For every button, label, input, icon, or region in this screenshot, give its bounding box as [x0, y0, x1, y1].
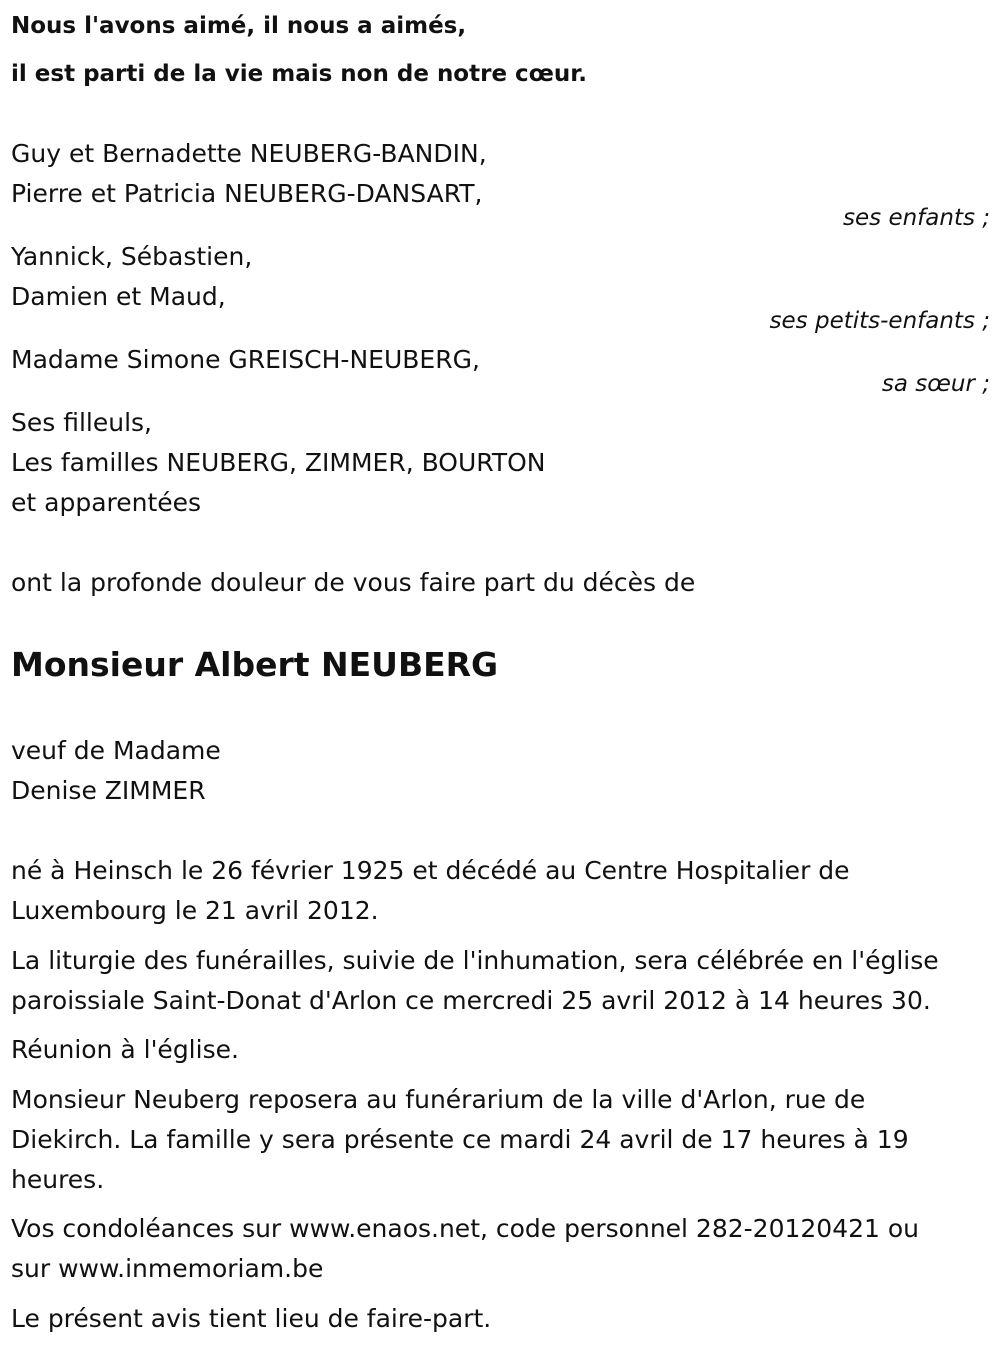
children-role: ses enfants ; — [843, 205, 990, 231]
liturgy-line-2: paroissiale Saint-Donat d'Arlon ce mercredi 25 avril 2012 à 14 heures 30. — [11, 986, 931, 1015]
grandchildren-role: ses petits-enfants ; — [769, 308, 990, 334]
condolences-line-2: sur www.inmemoriam.be — [11, 1254, 324, 1283]
epigraph-line-2: il est parti de la vie mais non de notre cœur. — [11, 61, 588, 87]
rest-line-1: Monsieur Neuberg reposera au funérarium de la ville d'Arlon, rue de — [11, 1085, 866, 1114]
birth-line-1: né à Heinsch le 26 février 1925 et décédé au Centre Hospitalier de — [11, 856, 850, 885]
announcement: ont la profonde douleur de vous faire part du décès de — [11, 568, 696, 597]
sister-role: sa sœur ; — [881, 371, 990, 397]
children-line-2: Pierre et Patricia NEUBERG-DANSART, — [11, 179, 483, 208]
grandchildren-line-2: Damien et Maud, — [11, 282, 226, 311]
condolences-line-1: Vos condoléances sur www.enaos.net, code personnel 282-20120421 ou — [11, 1214, 920, 1243]
rest-line-2: Diekirch. La famille y sera présente ce mardi 24 avril de 17 heures à 19 — [11, 1125, 909, 1154]
others-line-2: Les familles NEUBERG, ZIMMER, BOURTON — [11, 448, 546, 477]
others-line-3: et apparentées — [11, 488, 202, 517]
notice-line: Le présent avis tient lieu de faire-part. — [11, 1304, 492, 1333]
grandchildren-line-1: Yannick, Sébastien, — [11, 242, 253, 271]
birth-line-2: Luxembourg le 21 avril 2012. — [11, 896, 379, 925]
liturgy-line-1: La liturgie des funérailles, suivie de l'inhumation, sera célébrée en l'église — [11, 946, 939, 975]
widower-line-2: Denise ZIMMER — [11, 776, 206, 805]
others-line-1: Ses filleuls, — [11, 408, 153, 437]
rest-line-3: heures. — [11, 1165, 105, 1194]
widower-line-1: veuf de Madame — [11, 736, 221, 765]
epigraph-line-1: Nous l'avons aimé, il nous a aimés, — [11, 13, 467, 39]
children-line-1: Guy et Bernadette NEUBERG-BANDIN, — [11, 139, 487, 168]
sister-line: Madame Simone GREISCH-NEUBERG, — [11, 345, 480, 374]
deceased-name: Monsieur Albert NEUBERG — [11, 645, 499, 684]
meeting-line: Réunion à l'église. — [11, 1035, 239, 1064]
